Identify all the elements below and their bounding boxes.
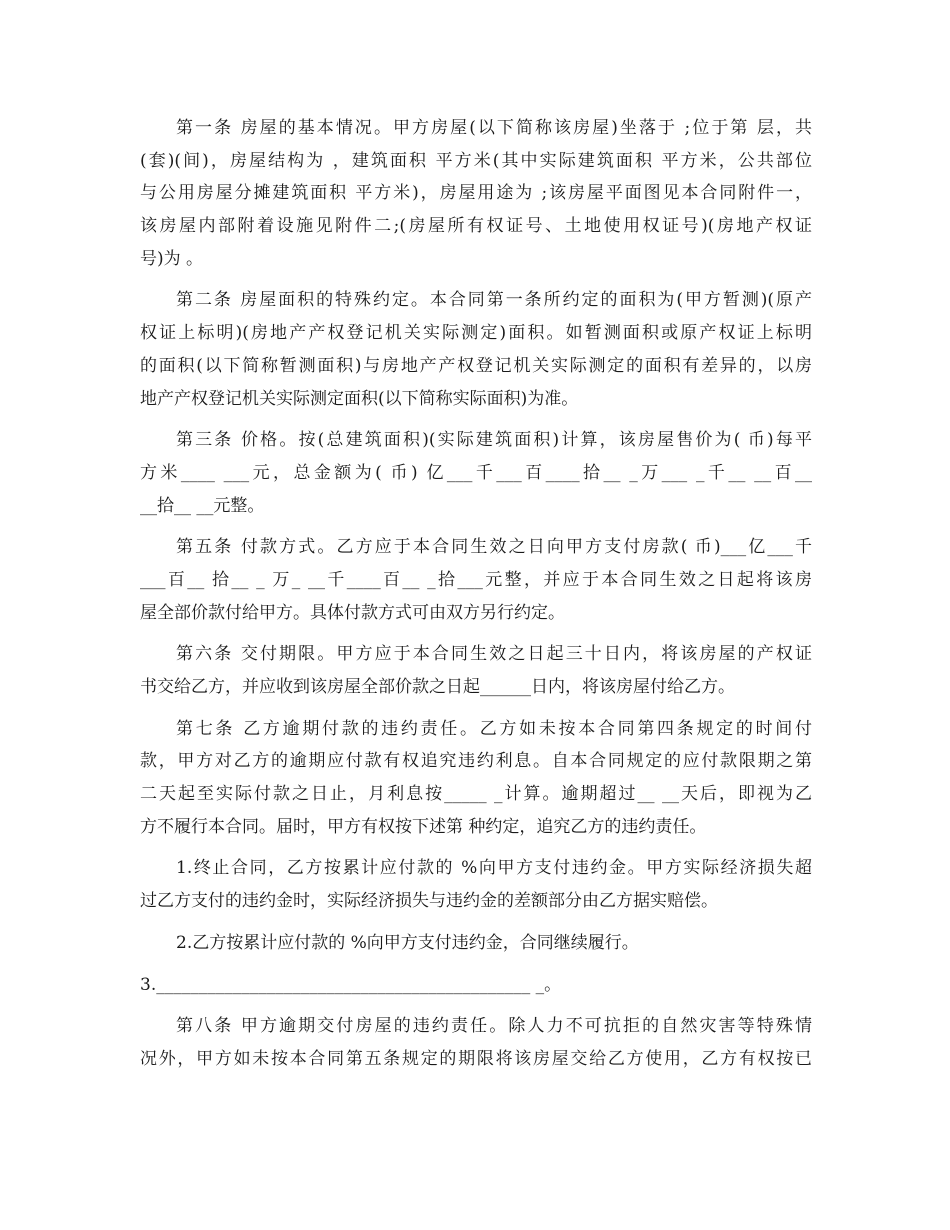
article-3-paragraph: [140, 424, 812, 522]
text-line: 过乙方支付的违约金时，实际经济损失与违约金的差额部分由乙方据实赔偿。: [140, 891, 718, 912]
text-line: 1.终止合同，乙方按累计应付款的 %向甲方支付违约金。甲方实际经济损失超: [176, 858, 812, 879]
article-7-paragraph: [140, 713, 812, 844]
text-line: 第二条 房屋面积的特殊约定。本合同第一条所约定的面积为(甲方暂测)(原产: [176, 290, 812, 311]
article-6-paragraph: [140, 638, 812, 703]
text-line: 3.____________________________________________ _。: [140, 974, 562, 995]
text-line: 第五条 付款方式。乙方应于本合同生效之日向甲方支付房款( 币)___亿___千: [176, 537, 812, 558]
text-line: 书交给乙方，并应收到该房屋全部价款之日起______日内，将该房屋付给乙方。: [140, 677, 735, 697]
item-1-paragraph: [140, 852, 812, 917]
text-line: 第七条 乙方逾期付款的违约责任。乙方如未按本合同第四条规定的时间付: [176, 718, 812, 739]
text-line: 方米____ ___元，总金额为( 币) 亿___千___百____拾__ _万___ _千__ __百__: [140, 462, 812, 483]
text-line: 该房屋内部附着设施见附件二;(房屋所有权证号、土地使用权证号)(房地产权证: [140, 216, 812, 237]
text-line: 2.乙方按累计应付款的 %向甲方支付违约金，合同继续履行。: [176, 932, 639, 953]
text-line: 的面积(以下简称暂测面积)与房地产产权登记机关实际测定的面积有差异的，以房: [140, 355, 812, 376]
text-line: 地产产权登记机关实际测定面积(以下简称实际面积)为准。: [140, 388, 579, 409]
text-line: 屋全部价款付给甲方。具体付款方式可由双方另行约定。: [140, 602, 565, 623]
item-3-paragraph: [140, 969, 812, 1002]
text-line: 权证上标明)(房地产产权登记机关实际测定)面积。如暂测面积或原产权证上标明: [140, 323, 812, 344]
text-line: 第三条 价格。按(总建筑面积)(实际建筑面积)计算，该房屋售价为( 币)每平: [176, 430, 812, 451]
text-line: 款，甲方对乙方的逾期应付款有权追究违约利息。自本合同规定的应付款限期之第: [140, 751, 812, 772]
article-8-paragraph: [140, 1010, 812, 1075]
text-line: 况外，甲方如未按本合同第五条规定的期限将该房屋交给乙方使用，乙方有权按已: [140, 1048, 812, 1069]
text-line: 方不履行本合同。届时，甲方有权按下述第 种约定，追究乙方的违约责任。: [140, 816, 707, 837]
document-page: [140, 112, 812, 1085]
article-5-paragraph: [140, 531, 812, 629]
text-line: __拾__ __元整。: [140, 495, 265, 516]
article-1-paragraph: [140, 112, 812, 275]
text-line: ___百__ 拾__ _ 万_ __千____百__ _拾___元整，并应于本合同生效之日起将该房: [140, 569, 812, 590]
text-line: 二天起至实际付款之日止，月利息按_____ _计算。逾期超过__ __天后，即视为乙: [140, 784, 812, 805]
text-line: 与公用房屋分摊建筑面积 平方米)，房屋用途为 ;该房屋平面图见本合同附件一，: [140, 183, 812, 204]
text-line: 号)为 。: [140, 248, 204, 269]
text-line: 第六条 交付期限。甲方应于本合同生效之日起三十日内，将该房屋的产权证: [176, 644, 812, 665]
text-line: 第八条 甲方逾期交付房屋的违约责任。除人力不可抗拒的自然灾害等特殊情: [176, 1016, 812, 1037]
article-2-paragraph: [140, 284, 812, 415]
text-line: 第一条 房屋的基本情况。甲方房屋(以下简称该房屋)坐落于 ;位于第 层，共: [176, 118, 812, 138]
item-2-paragraph: [140, 927, 812, 960]
text-line: (套)(间)，房屋结构为 ，建筑面积 平方米(其中实际建筑面积 平方米，公共部位: [140, 150, 812, 171]
